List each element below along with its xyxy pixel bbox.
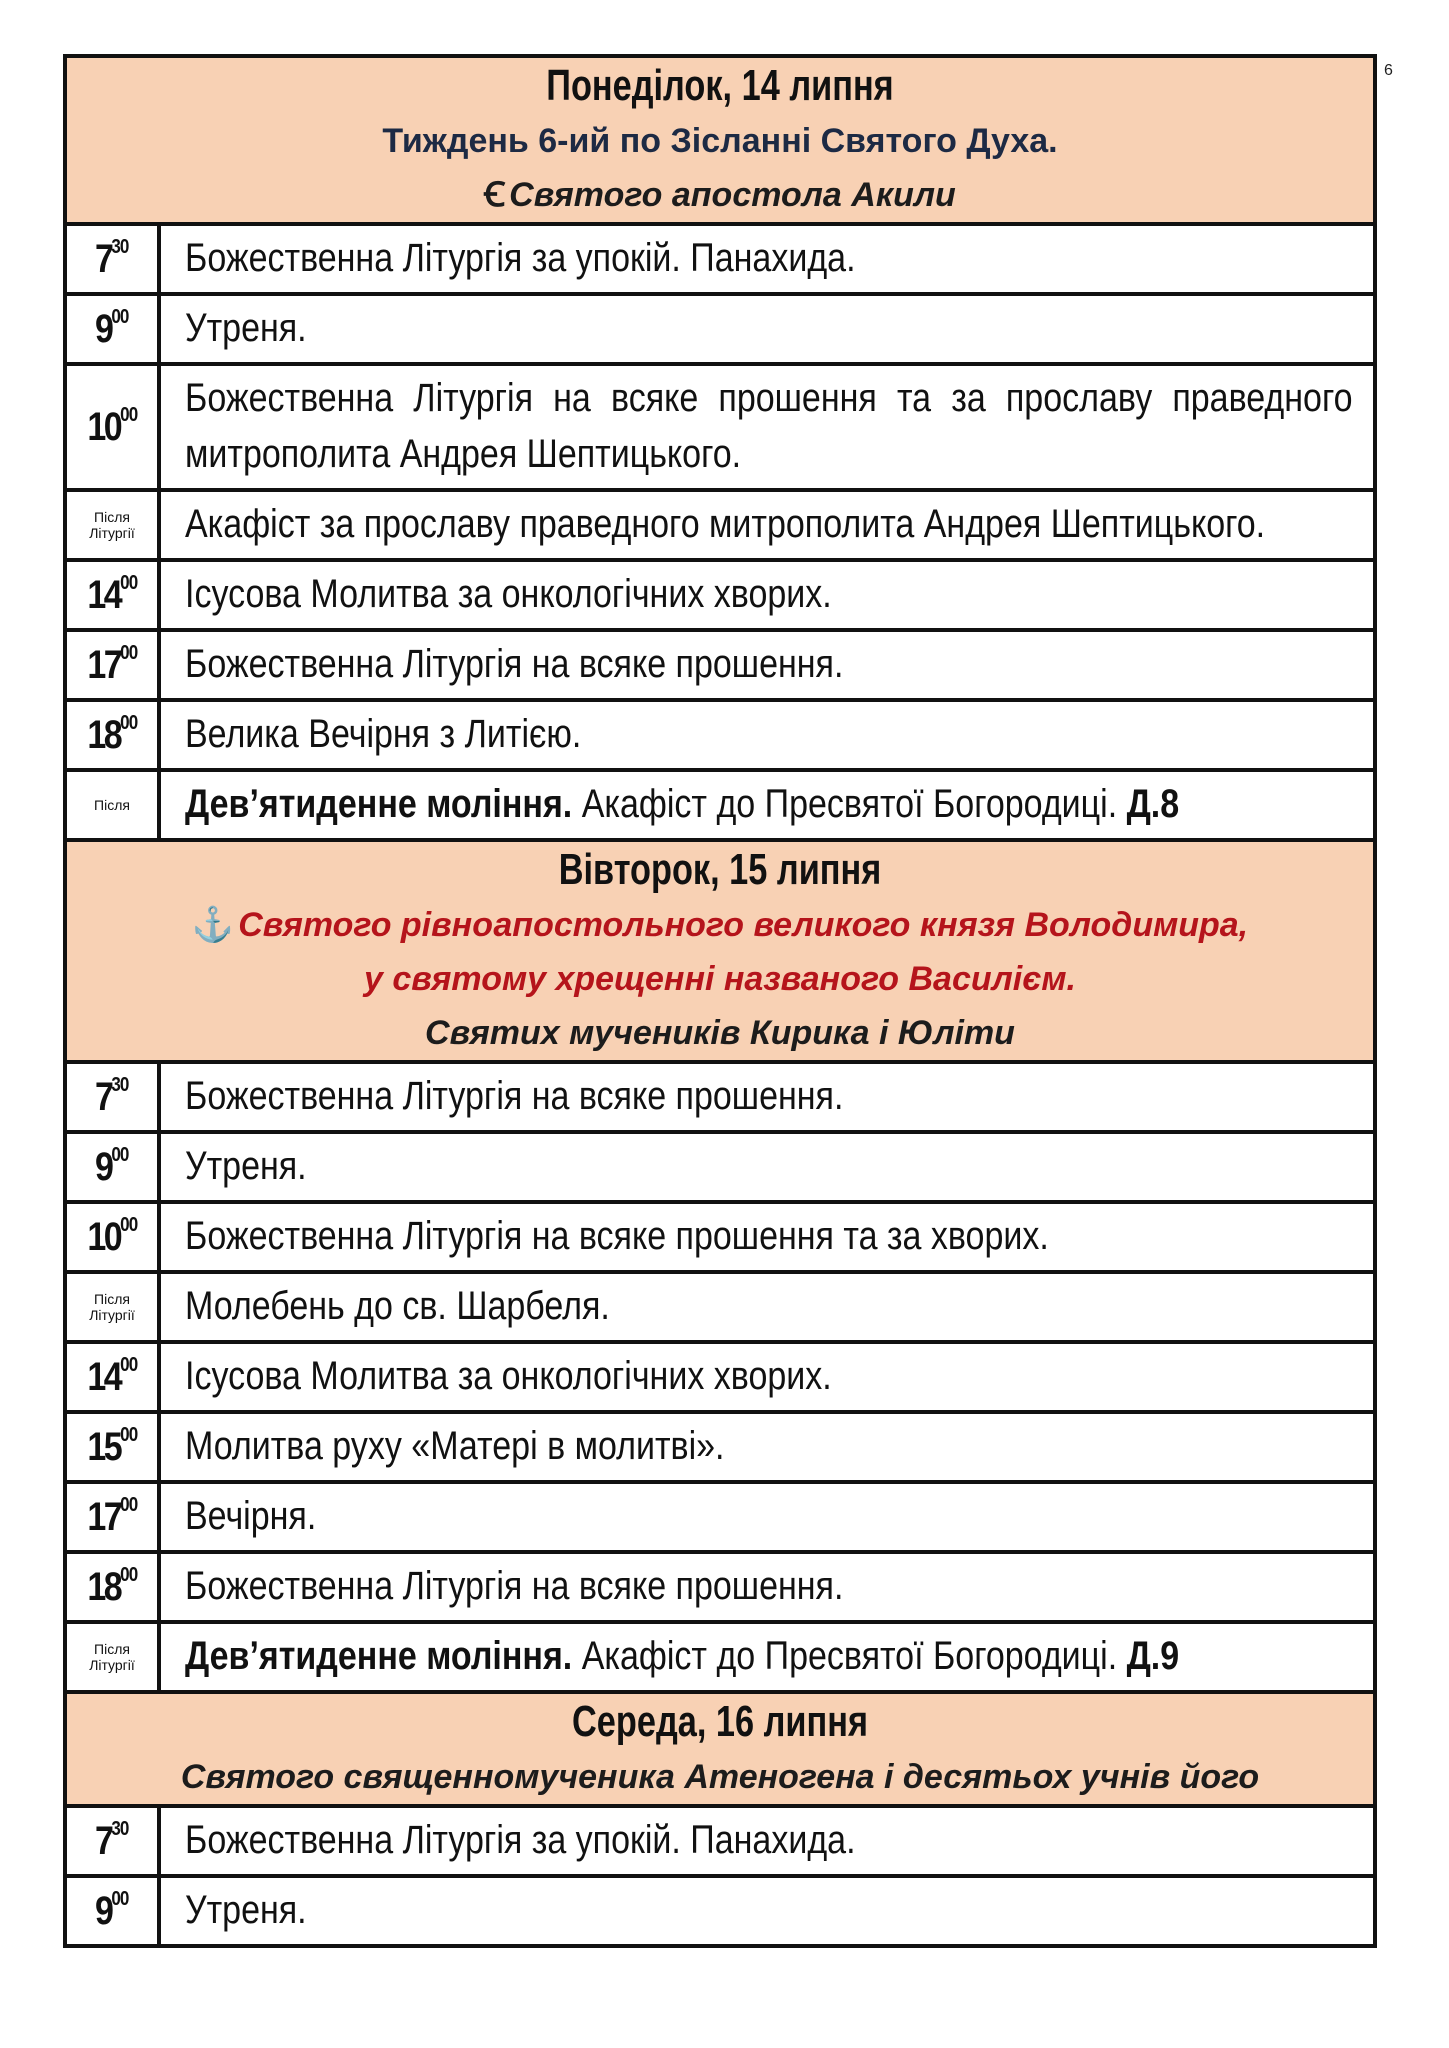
time-minutes: 00 [119, 572, 137, 595]
service-main: Акафіст до Пресвятої Богородиці. [572, 782, 1127, 826]
time-minutes: 00 [111, 1888, 129, 1911]
time-minutes: 00 [111, 1144, 129, 1167]
novena-day: Д.9 [1126, 1634, 1180, 1678]
service-main: Утреня. [185, 1144, 307, 1188]
schedule-row [67, 632, 1373, 702]
feast-text: Тиждень 6-ий по Зісланні Святого Духа. [382, 122, 1058, 160]
feast-line [67, 1750, 1373, 1804]
time-minutes: 30 [111, 1818, 129, 1841]
service-main: Божественна Літургія на всяке прошення. [185, 1074, 844, 1118]
time-hour: $7^{30}$ [95, 1818, 129, 1863]
time-hour: $14^{00}$ [87, 1354, 137, 1399]
service-description [161, 1134, 1373, 1200]
time-label: Після [94, 509, 130, 525]
service-text [185, 1882, 1353, 1938]
feast-text: у святому хрещенні названого Василієм. [364, 960, 1076, 998]
service-main: Молитва руху «Матері в молитві». [185, 1424, 725, 1468]
feast-line [67, 952, 1373, 1006]
time-label: Після [94, 797, 130, 813]
schedule-row [67, 366, 1373, 492]
schedule-row [67, 1344, 1373, 1414]
service-time [67, 1134, 161, 1200]
day-title: Вівторок, 15 липня [558, 845, 882, 894]
service-description [161, 562, 1373, 628]
service-bold: Дев’ятиденне моління. [185, 782, 573, 826]
service-main: Божественна Літургія за упокій. Панахида. [185, 236, 856, 280]
service-text [185, 1348, 1353, 1404]
time-hour: $15^{00}$ [87, 1424, 137, 1469]
service-time [67, 366, 161, 488]
service-description [161, 772, 1373, 838]
service-text [185, 1138, 1353, 1194]
time-hour: $9^{00}$ [95, 1888, 129, 1933]
service-description [161, 1554, 1373, 1620]
page-number: 6 [1384, 62, 1393, 79]
service-description [161, 1808, 1373, 1874]
service-time [67, 296, 161, 362]
feast-symbol-icon: Ꞓ [484, 176, 506, 214]
time-hour: $10^{00}$ [87, 1214, 137, 1259]
service-text [185, 636, 1353, 692]
service-time [67, 1554, 161, 1620]
time-minutes: 00 [119, 404, 137, 427]
service-text [185, 496, 1353, 552]
service-description [161, 1064, 1373, 1130]
time-label: Літургії [89, 525, 135, 541]
schedule-row [67, 562, 1373, 632]
service-description [161, 632, 1373, 698]
service-description [161, 1204, 1373, 1270]
time-hour: $14^{00}$ [87, 572, 137, 617]
service-main: Божественна Літургія на всяке прошення. [185, 1564, 844, 1608]
service-time [67, 772, 161, 838]
schedule-row [67, 1554, 1373, 1624]
service-text [185, 776, 1353, 832]
service-time [67, 1808, 161, 1874]
service-text [185, 566, 1353, 622]
service-time [67, 492, 161, 558]
service-description [161, 1344, 1373, 1410]
service-description [161, 296, 1373, 362]
feast-line [67, 114, 1373, 168]
schedule-row [67, 1274, 1373, 1344]
service-text [185, 1208, 1353, 1264]
service-time [67, 1878, 161, 1944]
time-label: Після [94, 1641, 130, 1657]
service-time [67, 1344, 161, 1410]
day-header [67, 58, 1373, 226]
time-minutes: 30 [111, 1074, 129, 1097]
time-hour: $9^{00}$ [95, 306, 129, 351]
schedule-row [67, 1134, 1373, 1204]
service-main: Божественна Літургія на всяке прошення та за прославу праведного митрополита Андрея Шептицького. [185, 376, 1353, 476]
feast-text: Святого рівноапостольного великого князя Володимира, [238, 906, 1249, 944]
service-time [67, 702, 161, 768]
service-time [67, 1274, 161, 1340]
schedule-table [63, 54, 1377, 1948]
day-header [67, 842, 1373, 1064]
service-text [185, 706, 1353, 762]
time-label: Літургії [89, 1657, 135, 1673]
service-main: Утреня. [185, 306, 307, 350]
schedule-row [67, 296, 1373, 366]
schedule-row [67, 702, 1373, 772]
service-time [67, 632, 161, 698]
schedule-row [67, 1414, 1373, 1484]
time-hour: $10^{00}$ [87, 404, 137, 449]
service-description [161, 702, 1373, 768]
time-label: Після [94, 1291, 130, 1307]
service-time [67, 1064, 161, 1130]
service-main: Утреня. [185, 1888, 307, 1932]
service-main: Вечірня. [185, 1494, 317, 1538]
feast-text: Святих мучеників Кирика і Юліти [425, 1014, 1015, 1052]
service-time [67, 1414, 161, 1480]
schedule-row [67, 1484, 1373, 1554]
service-time [67, 226, 161, 292]
service-text [185, 1278, 1353, 1334]
schedule-row [67, 1878, 1373, 1944]
time-hour: $18^{00}$ [87, 1564, 137, 1609]
service-description [161, 366, 1373, 488]
time-minutes: 00 [119, 642, 137, 665]
time-minutes: 00 [119, 1354, 137, 1377]
schedule-row [67, 226, 1373, 296]
feast-text: Святого апостола Акили [509, 176, 956, 214]
time-minutes: 00 [119, 1214, 137, 1237]
service-description [161, 1624, 1373, 1690]
service-main: Божественна Літургія на всяке прошення та за хворих. [185, 1214, 1049, 1258]
service-text [185, 1418, 1353, 1474]
feast-line [67, 1006, 1373, 1060]
day-header [67, 1694, 1373, 1808]
service-main: Божественна Літургія на всяке прошення. [185, 642, 844, 686]
service-description [161, 1878, 1373, 1944]
service-time [67, 562, 161, 628]
schedule-row [67, 1064, 1373, 1134]
schedule-row [67, 772, 1373, 842]
schedule-row [67, 1204, 1373, 1274]
service-text [185, 1068, 1353, 1124]
service-time [67, 1204, 161, 1270]
service-main: Ісусова Молитва за онкологічних хворих. [185, 1354, 832, 1398]
feast-line [67, 168, 1373, 222]
time-hour: $18^{00}$ [87, 712, 137, 757]
day-title: Середа, 16 липня [572, 1697, 868, 1746]
service-description [161, 492, 1373, 558]
schedule-row [67, 1808, 1373, 1878]
time-label: Літургії [89, 1307, 135, 1323]
service-main: Акафіст за прославу праведного митрополита Андрея Шептицького. [185, 502, 1266, 546]
service-description [161, 1274, 1373, 1340]
time-minutes: 00 [119, 712, 137, 735]
schedule-row [67, 492, 1373, 562]
novena-day: Д.8 [1126, 782, 1180, 826]
service-description [161, 1414, 1373, 1480]
service-time [67, 1624, 161, 1690]
service-bold: Дев’ятиденне моління. [185, 1634, 573, 1678]
service-time [67, 1484, 161, 1550]
service-main: Божественна Літургія за упокій. Панахида. [185, 1818, 856, 1862]
feast-text: Святого священномученика Атеногена і десятьох учнів його [180, 1758, 1260, 1796]
day-title: Понеділок, 14 липня [546, 61, 894, 110]
time-minutes: 00 [119, 1564, 137, 1587]
time-hour: $17^{00}$ [87, 1494, 137, 1539]
service-text [185, 1812, 1353, 1868]
service-text [185, 370, 1353, 482]
time-hour: $7^{30}$ [95, 1074, 129, 1119]
time-hour: $9^{00}$ [95, 1144, 129, 1189]
service-text [185, 300, 1353, 356]
service-description [161, 226, 1373, 292]
service-text [185, 1628, 1353, 1684]
service-main: Молебень до св. Шарбеля. [185, 1284, 610, 1328]
service-description [161, 1484, 1373, 1550]
service-text [185, 230, 1353, 286]
time-minutes: 00 [119, 1424, 137, 1447]
service-main: Велика Вечірня з Литією. [185, 712, 582, 756]
time-hour: $7^{30}$ [95, 236, 129, 281]
service-text [185, 1488, 1353, 1544]
time-hour: $17^{00}$ [87, 642, 137, 687]
schedule-row [67, 1624, 1373, 1694]
service-main: Акафіст до Пресвятої Богородиці. [572, 1634, 1127, 1678]
feast-line [67, 898, 1373, 952]
time-minutes: 00 [119, 1494, 137, 1517]
feast-symbol-icon: ⚓ [191, 906, 235, 944]
service-text [185, 1558, 1353, 1614]
service-main: Ісусова Молитва за онкологічних хворих. [185, 572, 832, 616]
time-minutes: 30 [111, 236, 129, 259]
time-minutes: 00 [111, 306, 129, 329]
